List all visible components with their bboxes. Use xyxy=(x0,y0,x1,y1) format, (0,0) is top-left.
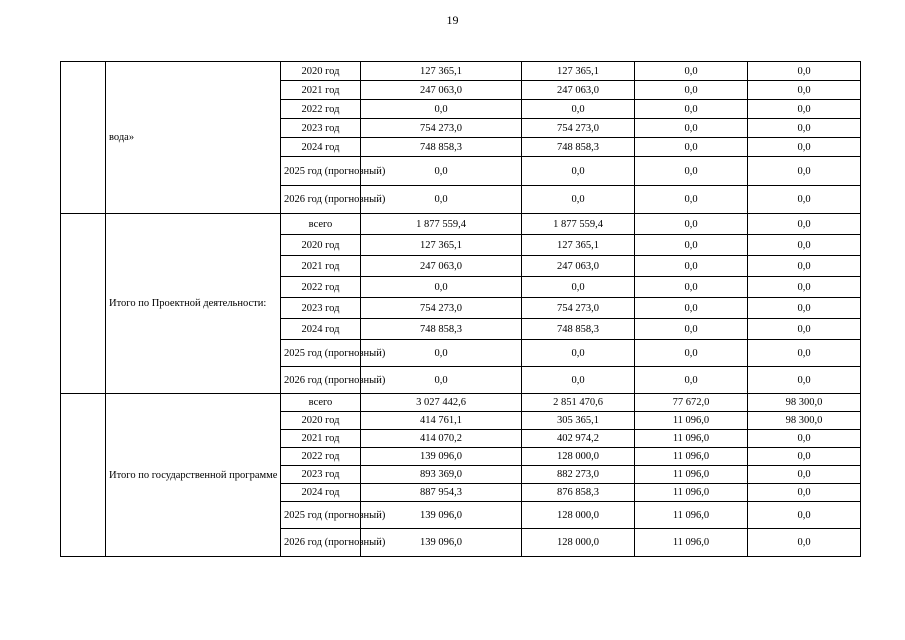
period-cell: 2024 год xyxy=(281,319,361,340)
period-cell: 2020 год xyxy=(281,412,361,430)
value-cell-col2: 876 858,3 xyxy=(522,484,635,502)
value-cell-total: 0,0 xyxy=(361,367,522,394)
value-cell-col4: 0,0 xyxy=(748,319,861,340)
value-cell-col4: 0,0 xyxy=(748,256,861,277)
value-cell-col4: 0,0 xyxy=(748,448,861,466)
value-cell-col4: 0,0 xyxy=(748,119,861,138)
value-cell-col3: 11 096,0 xyxy=(635,412,748,430)
value-cell-col4: 98 300,0 xyxy=(748,412,861,430)
value-cell-col4: 0,0 xyxy=(748,277,861,298)
value-cell-col2: 402 974,2 xyxy=(522,430,635,448)
value-cell-col3: 0,0 xyxy=(635,214,748,235)
value-cell-total: 0,0 xyxy=(361,157,522,186)
value-cell-total: 748 858,3 xyxy=(361,138,522,157)
value-cell-col3: 0,0 xyxy=(635,62,748,81)
value-cell-col3: 11 096,0 xyxy=(635,484,748,502)
table-row xyxy=(61,62,861,81)
period-cell: 2020 год xyxy=(281,62,361,81)
period-cell: 2021 год xyxy=(281,430,361,448)
period-cell: 2020 год xyxy=(281,235,361,256)
value-cell-col2: 2 851 470,6 xyxy=(522,394,635,412)
budget-table xyxy=(60,61,861,557)
value-cell-col3: 0,0 xyxy=(635,235,748,256)
period-cell: 2026 год (прогнозный) xyxy=(281,186,361,214)
value-cell-total: 139 096,0 xyxy=(361,529,522,557)
value-cell-col2: 1 877 559,4 xyxy=(522,214,635,235)
period-cell: 2022 год xyxy=(281,448,361,466)
value-cell-col3: 0,0 xyxy=(635,157,748,186)
period-cell: 2026 год (прогнозный) xyxy=(281,529,361,557)
value-cell-col3: 11 096,0 xyxy=(635,430,748,448)
value-cell-total: 893 369,0 xyxy=(361,466,522,484)
value-cell-col3: 0,0 xyxy=(635,367,748,394)
value-cell-col3: 0,0 xyxy=(635,298,748,319)
group-name-cell: Итого по Проектной деятельности: xyxy=(106,214,281,394)
value-cell-col2: 247 063,0 xyxy=(522,256,635,277)
value-cell-col2: 0,0 xyxy=(522,186,635,214)
value-cell-col2: 305 365,1 xyxy=(522,412,635,430)
period-cell: 2025 год (прогнозный) xyxy=(281,502,361,529)
value-cell-col3: 0,0 xyxy=(635,340,748,367)
value-cell-total: 754 273,0 xyxy=(361,298,522,319)
value-cell-col4: 0,0 xyxy=(748,367,861,394)
value-cell-total: 247 063,0 xyxy=(361,81,522,100)
page-number: 19 xyxy=(446,13,459,27)
value-cell-total: 1 877 559,4 xyxy=(361,214,522,235)
value-cell-col3: 0,0 xyxy=(635,277,748,298)
value-cell-total: 0,0 xyxy=(361,277,522,298)
value-cell-col4: 0,0 xyxy=(748,529,861,557)
value-cell-col3: 11 096,0 xyxy=(635,448,748,466)
value-cell-total: 414 070,2 xyxy=(361,430,522,448)
value-cell-col2: 128 000,0 xyxy=(522,529,635,557)
value-cell-col4: 0,0 xyxy=(748,340,861,367)
period-cell: 2025 год (прогнозный) xyxy=(281,157,361,186)
value-cell-total: 0,0 xyxy=(361,186,522,214)
value-cell-col2: 127 365,1 xyxy=(522,62,635,81)
value-cell-col3: 0,0 xyxy=(635,100,748,119)
period-cell: 2022 год xyxy=(281,277,361,298)
value-cell-col2: 0,0 xyxy=(522,277,635,298)
period-cell: всего xyxy=(281,394,361,412)
value-cell-col4: 0,0 xyxy=(748,430,861,448)
value-cell-col3: 0,0 xyxy=(635,319,748,340)
value-cell-col4: 98 300,0 xyxy=(748,394,861,412)
period-cell: 2024 год xyxy=(281,484,361,502)
value-cell-col3: 11 096,0 xyxy=(635,502,748,529)
value-cell-total: 754 273,0 xyxy=(361,119,522,138)
value-cell-col2: 128 000,0 xyxy=(522,502,635,529)
value-cell-col2: 0,0 xyxy=(522,340,635,367)
row-number-cell xyxy=(61,214,106,394)
value-cell-col2: 247 063,0 xyxy=(522,81,635,100)
group-name-cell: Итого по государственной программе xyxy=(106,394,281,557)
table-row xyxy=(61,394,861,412)
value-cell-col3: 0,0 xyxy=(635,81,748,100)
period-cell: 2021 год xyxy=(281,256,361,277)
value-cell-total: 414 761,1 xyxy=(361,412,522,430)
value-cell-col2: 748 858,3 xyxy=(522,319,635,340)
value-cell-col4: 0,0 xyxy=(748,298,861,319)
value-cell-col4: 0,0 xyxy=(748,502,861,529)
period-cell: 2022 год xyxy=(281,100,361,119)
period-cell: 2025 год (прогнозный) xyxy=(281,340,361,367)
value-cell-col2: 748 858,3 xyxy=(522,138,635,157)
value-cell-col4: 0,0 xyxy=(748,214,861,235)
row-number-cell xyxy=(61,394,106,557)
value-cell-col3: 0,0 xyxy=(635,119,748,138)
value-cell-col4: 0,0 xyxy=(748,466,861,484)
value-cell-col2: 882 273,0 xyxy=(522,466,635,484)
value-cell-col3: 11 096,0 xyxy=(635,529,748,557)
table-row xyxy=(61,214,861,235)
period-cell: 2023 год xyxy=(281,119,361,138)
value-cell-total: 748 858,3 xyxy=(361,319,522,340)
value-cell-col4: 0,0 xyxy=(748,157,861,186)
value-cell-col4: 0,0 xyxy=(748,235,861,256)
value-cell-total: 139 096,0 xyxy=(361,448,522,466)
value-cell-col2: 0,0 xyxy=(522,157,635,186)
value-cell-col4: 0,0 xyxy=(748,81,861,100)
value-cell-col4: 0,0 xyxy=(748,100,861,119)
value-cell-col2: 754 273,0 xyxy=(522,298,635,319)
value-cell-total: 139 096,0 xyxy=(361,502,522,529)
value-cell-col2: 128 000,0 xyxy=(522,448,635,466)
row-number-cell xyxy=(61,62,106,214)
value-cell-total: 0,0 xyxy=(361,100,522,119)
value-cell-col3: 77 672,0 xyxy=(635,394,748,412)
period-cell: 2026 год (прогнозный) xyxy=(281,367,361,394)
value-cell-col2: 0,0 xyxy=(522,100,635,119)
value-cell-total: 3 027 442,6 xyxy=(361,394,522,412)
period-cell: 2023 год xyxy=(281,466,361,484)
period-cell: всего xyxy=(281,214,361,235)
value-cell-col3: 11 096,0 xyxy=(635,466,748,484)
value-cell-total: 0,0 xyxy=(361,340,522,367)
value-cell-col2: 754 273,0 xyxy=(522,119,635,138)
value-cell-total: 127 365,1 xyxy=(361,62,522,81)
value-cell-col4: 0,0 xyxy=(748,62,861,81)
value-cell-col3: 0,0 xyxy=(635,138,748,157)
value-cell-col4: 0,0 xyxy=(748,138,861,157)
value-cell-col2: 0,0 xyxy=(522,367,635,394)
value-cell-col4: 0,0 xyxy=(748,484,861,502)
period-cell: 2021 год xyxy=(281,81,361,100)
value-cell-total: 127 365,1 xyxy=(361,235,522,256)
value-cell-col4: 0,0 xyxy=(748,186,861,214)
period-cell: 2024 год xyxy=(281,138,361,157)
value-cell-col3: 0,0 xyxy=(635,186,748,214)
value-cell-col2: 127 365,1 xyxy=(522,235,635,256)
value-cell-total: 887 954,3 xyxy=(361,484,522,502)
value-cell-total: 247 063,0 xyxy=(361,256,522,277)
period-cell: 2023 год xyxy=(281,298,361,319)
value-cell-col3: 0,0 xyxy=(635,256,748,277)
group-name-cell: вода» xyxy=(106,62,281,214)
